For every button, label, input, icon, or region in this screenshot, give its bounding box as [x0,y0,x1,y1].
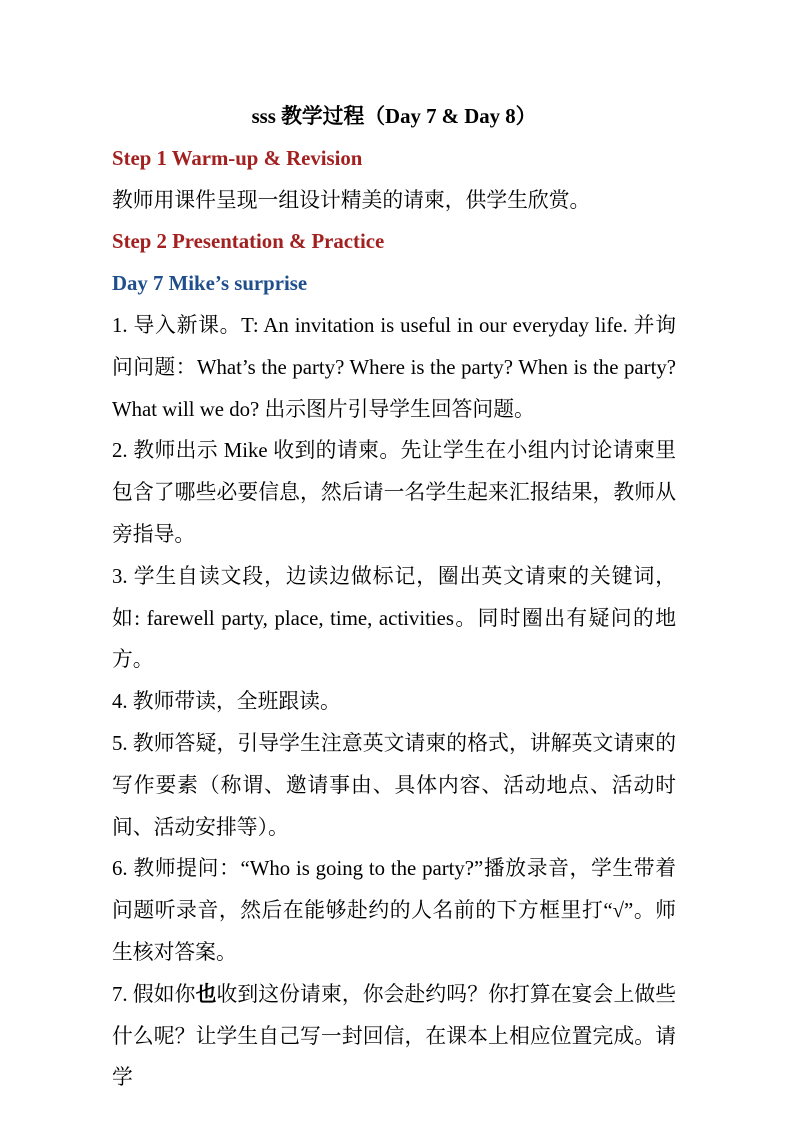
document-content [112,96,676,1099]
step2-heading: Step 2 Presentation & Practice [112,230,385,254]
list-item-7-prefix: 7. 假如你 [112,982,196,1006]
step1-heading: Step 1 Warm-up & Revision [112,146,363,170]
list-item-7-suffix: 收到这份请柬，你会赴约吗？你打算在宴会上做些什么呢？让学生自己写一封回信，在课本上相应位置完成。请学 [112,982,677,1090]
list-item-3: 3. 学生自读文段，边读边做标记，圈出英文请柬的关键词，如: farewell party, place, time, activities。同时圈出有疑问的地方。 [112,564,676,672]
list-item-7-bold-char: 也 [195,982,217,1006]
step1-body-paragraph: 教师用课件呈现一组设计精美的请柬，供学生欣赏。 [112,188,591,212]
list-item-2: 2. 教师出示 Mike 收到的请柬。先让学生在小组内讨论请柬里包含了哪些必要信息，然后请一名学生起来汇报结果，教师从旁指导。 [112,439,676,546]
list-item-1: 1. 导入新课。T: An invitation is useful in our everyday life. 并询问问题：What’s the party? Where is the party? When is the party? What will we do? 出示图片引导学生回答问题。 [112,313,676,421]
day7-heading: Day 7 Mike’s surprise [112,272,308,296]
page-title: sss 教学过程（Day 7 & Day 8） [251,105,537,128]
list-item-7 [112,974,676,1099]
list-item-6: 6. 教师提问：“Who is going to the party?”播放录音，学生带着问题听录音，然后在能够赴约的人名前的下方框里打“√”。师生核对答案。 [112,857,676,964]
list-item-5: 5. 教师答疑，引导学生注意英文请柬的格式，讲解英文请柬的写作要素（称谓、邀请事由、具体内容、活动地点、活动时间、活动安排等）。 [112,731,676,839]
list-item-4: 4. 教师带读，全班跟读。 [112,690,341,714]
